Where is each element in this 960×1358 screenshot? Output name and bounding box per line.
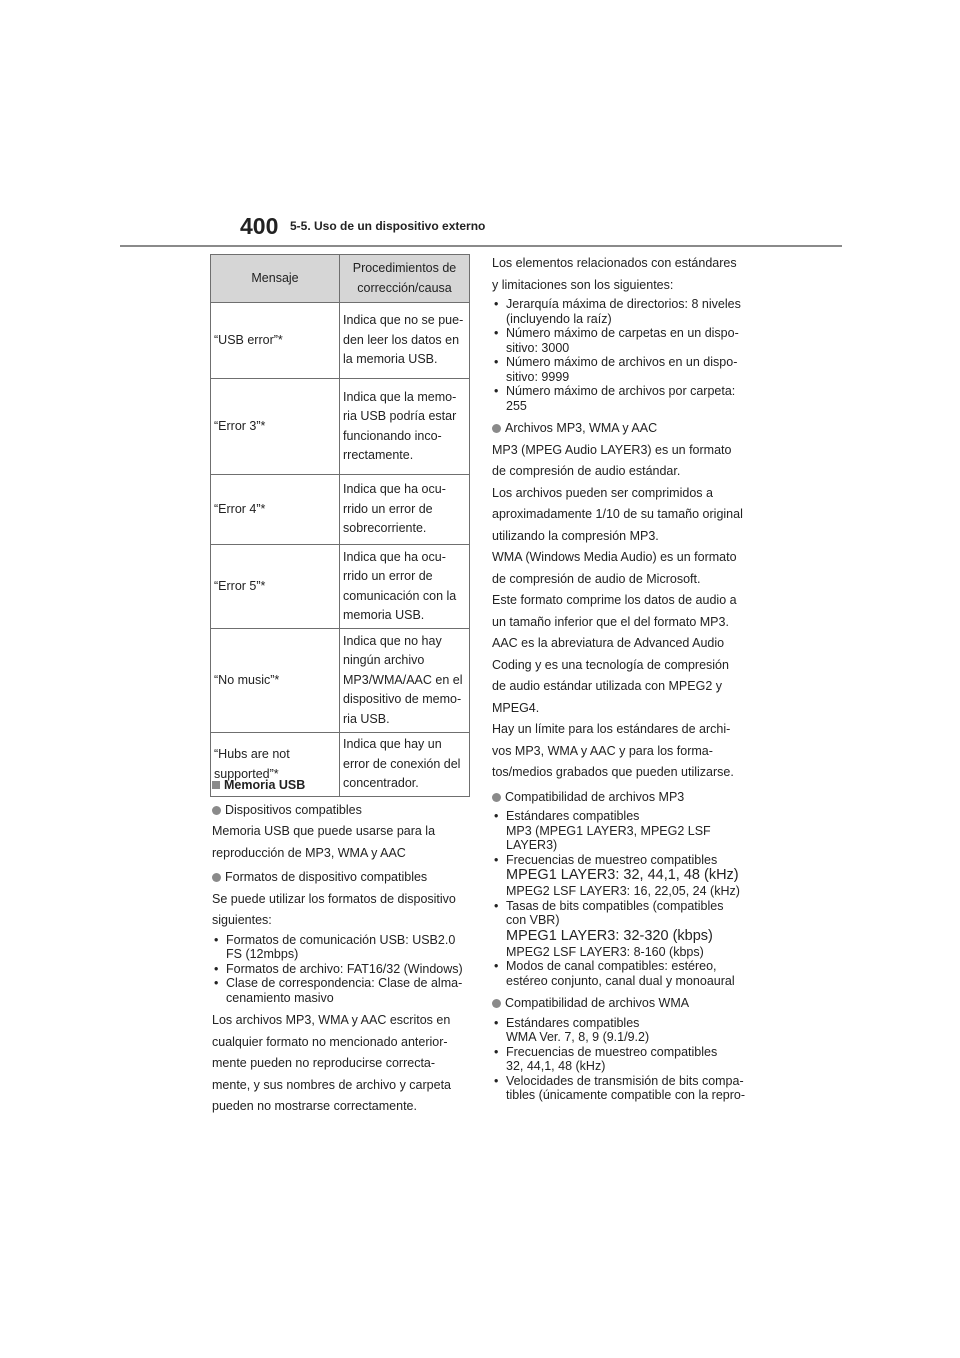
list-item: • Formatos de comunicación USB: USB2.0 FS (12mbps)	[212, 933, 470, 962]
list-item: • Tasas de bits compatibles (compatibles con VBR) MPEG1 LAYER3: 32-320 (kbps) MPEG2 LSF LAYER3: 8-160 (kbps)	[492, 899, 752, 960]
paragraph-line: Coding y es una tecnología de compresión	[492, 657, 729, 672]
wma-heading: Compatibilidad de archivos WMA	[492, 994, 752, 1014]
table-cell-solution: Indica que ha ocu- rrido un error de comunicación con la memoria USB.	[340, 545, 470, 629]
list-item: • Número máximo de archivos por carpeta: 255	[492, 384, 752, 413]
header-message: Mensaje	[211, 255, 340, 303]
circle-bullet-icon	[492, 793, 501, 802]
formats-list	[212, 933, 470, 1006]
mp3-heading: Compatibilidad de archivos MP3	[492, 788, 752, 808]
table-row	[211, 545, 470, 629]
error-message-table	[210, 254, 470, 797]
section-title: 5-5. Uso de un dispositivo externo	[290, 219, 486, 233]
table-row	[211, 475, 470, 545]
paragraph-line: mente pueden no reproducirse correcta-	[212, 1056, 436, 1070]
table-cell-solution: Indica que no se pue- den leer los datos en la memoria USB.	[340, 303, 470, 379]
square-bullet-icon	[212, 781, 220, 789]
list-item: • Estándares compatibles WMA Ver. 7, 8, 9 (9.1/9.2)	[492, 1016, 752, 1045]
list-item: • Frecuencias de muestreo compatibles 32, 44,1, 48 (kHz)	[492, 1045, 752, 1074]
usb-memory-heading: Memoria USB	[212, 776, 470, 796]
paragraph-line: utilizando la compresión MP3.	[492, 528, 659, 543]
list-item: • Número máximo de carpetas en un dispo- sitivo: 3000	[492, 326, 752, 355]
circle-bullet-icon	[492, 424, 501, 433]
paragraph-line: y limitaciones son los siguientes:	[492, 277, 674, 292]
table-cell-solution: Indica que hay un error de conexión del concentrador.	[340, 733, 470, 797]
paragraph-line: de compresión de audio de Microsoft.	[492, 571, 701, 586]
files-heading: Archivos MP3, WMA y AAC	[492, 419, 752, 439]
circle-bullet-icon	[492, 999, 501, 1008]
list-item: • Jerarquía máxima de directorios: 8 niveles (incluyendo la raíz)	[492, 297, 752, 326]
list-item: • Modos de canal compatibles: estéreo, estéreo conjunto, canal dual y monoaural	[492, 959, 752, 988]
table-cell-message: “Error 3”*	[211, 379, 340, 475]
table-row	[211, 379, 470, 475]
paragraph-line: AAC es la abreviatura de Advanced Audio	[492, 636, 725, 650]
paragraph-line: siguientes:	[212, 913, 272, 927]
table-row	[211, 303, 470, 379]
paragraph-line: Se puede utilizar los formatos de dispositivo	[212, 891, 456, 906]
table-row	[211, 629, 470, 733]
paragraph-line: reproducción de MP3, WMA y AAC	[212, 845, 406, 860]
circle-bullet-icon	[212, 806, 221, 815]
list-item: • Clase de correspondencia: Clase de alma- cenamiento masivo	[212, 976, 470, 1005]
list-item: • Velocidades de transmisión de bits compa- tibles (únicamente compatible con la repro-	[492, 1074, 752, 1103]
paragraph-line: mente, y sus nombres de archivo y carpeta	[212, 1077, 452, 1092]
paragraph-line: Memoria USB que puede usarse para la	[212, 824, 436, 838]
header-rule	[120, 245, 842, 247]
paragraph-line: de compresión de audio estándar.	[492, 464, 681, 478]
formats-heading: Formatos de dispositivo compatibles	[212, 868, 470, 888]
paragraph-line: Este formato comprime los datos de audio a	[492, 593, 737, 607]
paragraph-line: MPEG4.	[492, 700, 540, 715]
paragraph-line: MP3 (MPEG Audio LAYER3) es un formato	[492, 442, 732, 457]
paragraph-line: tos/medios grabados que pueden utilizarse.	[492, 765, 734, 779]
limits-list	[492, 297, 752, 413]
paragraph-line: de audio estándar utilizada con MPEG2 y	[492, 679, 722, 693]
table-cell-message: “USB error”*	[211, 303, 340, 379]
paragraph-line: un tamaño inferior que el del formato MP3.	[492, 614, 729, 629]
paragraph-line: WMA (Windows Media Audio) es un formato	[492, 550, 737, 564]
table-header-row	[211, 255, 470, 303]
header-solution: Procedimientos de corrección/causa	[340, 255, 470, 303]
page-number: 400	[240, 213, 279, 239]
paragraph-line: vos MP3, WMA y AAC y para los forma-	[492, 743, 713, 758]
paragraph-line: Los archivos MP3, WMA y AAC escritos en	[212, 1013, 451, 1027]
paragraph-line: Los archivos pueden ser comprimidos a	[492, 485, 713, 500]
table-cell-message: “Hubs are not supported”*	[211, 733, 340, 797]
list-item: • Formatos de archivo: FAT16/32 (Windows)	[212, 962, 470, 977]
list-item: • Frecuencias de muestreo compatibles MPEG1 LAYER3: 32, 44,1, 48 (kHz) MPEG2 LSF LAYER3: 16, 22,05, 24 (kHz)	[492, 853, 752, 899]
paragraph-line: Los elementos relacionados con estándares	[492, 256, 737, 270]
table-cell-solution: Indica que la memo- ria USB podría estar funcionando inco- rrectamente.	[340, 379, 470, 475]
list-item: • Número máximo de archivos en un dispo- sitivo: 9999	[492, 355, 752, 384]
wma-list	[492, 1016, 752, 1103]
devices-heading: Dispositivos compatibles	[212, 801, 470, 821]
table-cell-message: “Error 4”*	[211, 475, 340, 545]
paragraph-line: aproximadamente 1/10 de su tamaño original	[492, 507, 743, 521]
circle-bullet-icon	[212, 873, 221, 882]
paragraph-line: pueden no mostrarse correctamente.	[212, 1099, 417, 1113]
paragraph-line: cualquier formato no mencionado anterior-	[212, 1034, 448, 1049]
left-column	[212, 776, 470, 1119]
table-cell-message: “Error 5”*	[211, 545, 340, 629]
table-cell-solution: Indica que ha ocu- rrido un error de sobrecorriente.	[340, 475, 470, 545]
table-cell-solution: Indica que no hay ningún archivo MP3/WMA/AAC en el dispositivo de memo- ria USB.	[340, 629, 470, 733]
table-cell-message: “No music”*	[211, 629, 340, 733]
mp3-list	[492, 809, 752, 988]
list-item: • Estándares compatibles MP3 (MPEG1 LAYER3, MPEG2 LSF LAYER3)	[492, 809, 752, 853]
paragraph-line: Hay un límite para los estándares de archi-	[492, 722, 731, 736]
right-column	[492, 254, 752, 1109]
